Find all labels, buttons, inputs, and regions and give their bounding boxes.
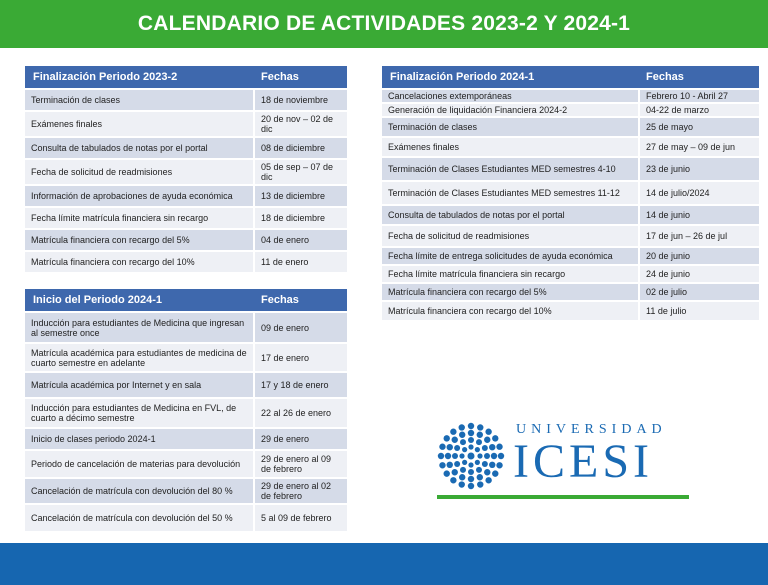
table-row [382, 206, 759, 224]
table-row [382, 248, 759, 264]
activity-cell: Fecha límite de entrega solicitudes de ayuda económica [382, 248, 638, 264]
date-cell: Febrero 10 - Abril 27 [638, 90, 759, 102]
table-row [382, 138, 759, 156]
table-row [25, 112, 347, 136]
activity-cell: Terminación de Clases Estudiantes MED semestres 11-12 [382, 182, 638, 204]
date-cell: 22 al 26 de enero [253, 399, 347, 427]
date-cell: 20 de nov – 02 de dic [253, 112, 347, 136]
table-inicio-2024-1 [25, 287, 347, 533]
footer-band [0, 543, 768, 585]
activity-cell: Exámenes finales [25, 112, 253, 136]
date-cell: 20 de junio [638, 248, 759, 264]
date-cell: 25 de mayo [638, 118, 759, 136]
logo-underline [437, 495, 689, 499]
date-cell: 17 de enero [253, 344, 347, 371]
table-row [25, 138, 347, 158]
activity-cell: Terminación de Clases Estudiantes MED semestres 4-10 [382, 158, 638, 180]
activity-cell: Terminación de clases [25, 90, 253, 110]
date-cell: 17 y 18 de enero [253, 373, 347, 397]
column-header-activity: Inicio del Periodo 2024-1 [25, 289, 253, 311]
date-cell: 29 de enero al 02 de febrero [253, 479, 347, 503]
activity-cell: Matrícula financiera con recargo del 10% [25, 252, 253, 272]
page-title: CALENDARIO DE ACTIVIDADES 2023-2 Y 2024-1 [137, 12, 631, 35]
activity-cell: Terminación de clases [382, 118, 638, 136]
icesi-sunburst-logo-icon [437, 422, 505, 490]
date-cell: 02 de julio [638, 284, 759, 300]
column-header-dates: Fechas [253, 289, 347, 311]
date-cell: 29 de enero [253, 429, 347, 449]
activity-cell: Periodo de cancelación de materias para devolución [25, 451, 253, 477]
activity-cell: Fecha de solicitud de readmisiones [25, 160, 253, 184]
table-row [25, 429, 347, 449]
table-finalizacion-2023-2 [25, 64, 347, 274]
table-row [25, 208, 347, 228]
date-cell: 24 de junio [638, 266, 759, 282]
table-row [25, 252, 347, 272]
column-header-activity: Finalización Periodo 2023-2 [25, 66, 253, 88]
activity-cell: Matrícula académica para estudiantes de medicina de cuarto semestre en adelante [25, 344, 253, 371]
activity-cell: Generación de liquidación Financiera 2024-2 [382, 104, 638, 116]
table-header-row [25, 66, 347, 88]
table-row [25, 230, 347, 250]
table-row [25, 160, 347, 184]
date-cell: 05 de sep – 07 de dic [253, 160, 347, 184]
table-row [25, 90, 347, 110]
table-row [25, 479, 347, 503]
table-row [382, 302, 759, 320]
logo-brand-text: ICESI [513, 435, 653, 488]
table-row [25, 313, 347, 342]
activity-cell: Consulta de tabulados de notas por el portal [382, 206, 638, 224]
date-cell: 08 de diciembre [253, 138, 347, 158]
title-banner [0, 0, 768, 48]
date-cell: 04 de enero [253, 230, 347, 250]
date-cell: 27 de may – 09 de jun [638, 138, 759, 156]
table-row [382, 90, 759, 102]
activity-cell: Fecha límite matrícula financiera sin recargo [25, 208, 253, 228]
date-cell: 18 de diciembre [253, 208, 347, 228]
activity-cell: Matrícula financiera con recargo del 10% [382, 302, 638, 320]
icesi-logo [437, 418, 689, 503]
activity-cell: Inducción para estudiantes de Medicina que ingresan al semestre once [25, 313, 253, 342]
activity-cell: Matrícula financiera con recargo del 5% [382, 284, 638, 300]
table-row [382, 226, 759, 246]
activity-cell: Matrícula financiera con recargo del 5% [25, 230, 253, 250]
activity-cell: Fecha de solicitud de readmisiones [382, 226, 638, 246]
activity-cell: Consulta de tabulados de notas por el portal [25, 138, 253, 158]
table-row [382, 118, 759, 136]
activity-cell: Cancelación de matrícula con devolución del 50 % [25, 505, 253, 531]
activity-cell: Información de aprobaciones de ayuda económica [25, 186, 253, 206]
date-cell: 23 de junio [638, 158, 759, 180]
table-row [25, 344, 347, 371]
activity-cell: Matrícula académica por Internet y en sala [25, 373, 253, 397]
date-cell: 18 de noviembre [253, 90, 347, 110]
activity-cell: Fecha límite matrícula financiera sin recargo [382, 266, 638, 282]
table-row [25, 373, 347, 397]
column-header-dates: Fechas [638, 66, 759, 88]
date-cell: 11 de julio [638, 302, 759, 320]
table-row [25, 186, 347, 206]
activity-cell: Exámenes finales [382, 138, 638, 156]
table-row [382, 182, 759, 204]
activity-cell: Inicio de clases periodo 2024-1 [25, 429, 253, 449]
date-cell: 5 al 09 de febrero [253, 505, 347, 531]
table-row [382, 284, 759, 300]
column-header-dates: Fechas [253, 66, 347, 88]
table-header-row [25, 289, 347, 311]
date-cell: 09 de enero [253, 313, 347, 342]
table-row [25, 451, 347, 477]
table-row [382, 158, 759, 180]
date-cell: 11 de enero [253, 252, 347, 272]
logo-university-text: UNIVERSIDAD [516, 422, 667, 437]
date-cell: 04-22 de marzo [638, 104, 759, 116]
activity-cell: Cancelaciones extemporáneas [382, 90, 638, 102]
table-row [25, 505, 347, 531]
table-row [25, 399, 347, 427]
activity-cell: Inducción para estudiantes de Medicina en FVL, de cuarto a décimo semestre [25, 399, 253, 427]
date-cell: 14 de junio [638, 206, 759, 224]
date-cell: 14 de julio/2024 [638, 182, 759, 204]
table-row [382, 266, 759, 282]
table-finalizacion-2024-1 [382, 64, 759, 322]
table-row [382, 104, 759, 116]
table-header-row [382, 66, 759, 88]
column-header-activity: Finalización Periodo 2024-1 [382, 66, 638, 88]
date-cell: 13 de diciembre [253, 186, 347, 206]
date-cell: 17 de jun – 26 de jul [638, 226, 759, 246]
activity-cell: Cancelación de matrícula con devolución del 80 % [25, 479, 253, 503]
date-cell: 29 de enero al 09 de febrero [253, 451, 347, 477]
